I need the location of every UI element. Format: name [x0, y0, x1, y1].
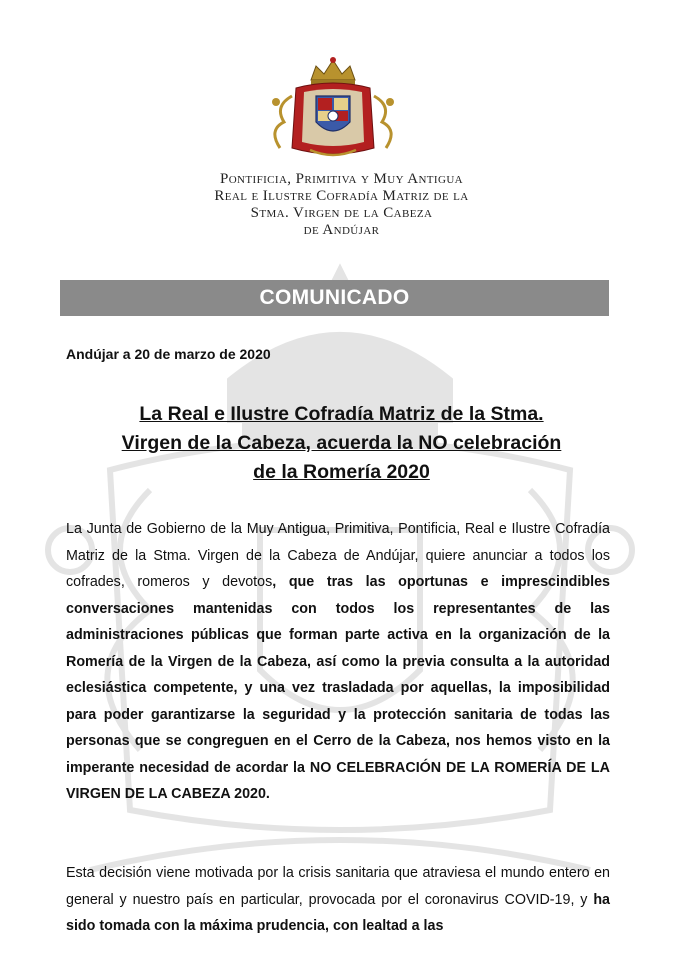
- brotherhood-line: de Andújar: [303, 222, 380, 238]
- paragraph-text: La Junta de Gobierno de la Muy Antigua, Primitiva, Pontificia, Real e Ilustre Cofradía Matriz de la Stma. Virgen de la Cabeza de Andújar, quiere anunciar a todos los cofrades, romeros y devotos: [66, 521, 610, 590]
- brotherhood-line: Real e Ilustre Cofradía Matriz de la: [214, 188, 469, 204]
- headline-line: Virgen de la Cabeza, acuerda la NO celebración: [121, 432, 562, 454]
- brotherhood-line: Stma. Virgen de la Cabeza: [250, 205, 433, 221]
- headline-line: de la Romería 2020: [253, 461, 430, 483]
- body-paragraph-2: [66, 860, 610, 940]
- royal-crest-icon: [266, 56, 400, 164]
- document-headline: [40, 400, 643, 487]
- headline-line: La Real e Ilustre Cofradía Matriz de la Stma.: [139, 403, 544, 425]
- paragraph-emphasis: , que tras las oportunas e imprescindibles conversaciones mantenidas con todos los representantes de las administraciones públicas que forman parte activa en la organización de la Romería de la Virgen de la Cabeza, así como la previa consulta a la autoridad eclesiástica competente, y una vez trasladada por aquellas, la imposibilidad para poder garantizarse la seguridad y la protección sanitaria de todas las personas que se congreguen en el Cerro de la Cabeza, nos hemos visto en la imperante necesidad de acordar la NO CELEBRACIÓN DE LA ROMERÍA DE LA VIRGEN DE LA CABEZA 2020.: [66, 574, 610, 802]
- body-paragraph-1: [66, 516, 610, 808]
- brotherhood-name: [0, 171, 683, 239]
- document-date: Andújar a 20 de marzo de 2020: [66, 346, 271, 362]
- comunicado-banner: COMUNICADO: [60, 280, 609, 316]
- paragraph-emphasis: ha sido tomada con la máxima prudencia, con lealtad a las: [66, 891, 610, 934]
- brotherhood-line: Pontificia, Primitiva y Muy Antigua: [219, 171, 464, 187]
- paragraph-text: Esta decisión viene motivada por la crisis sanitaria que atraviesa el mundo entero en general y nuestro país en particular, provocada por el coronavirus COVID-19, y: [66, 865, 610, 908]
